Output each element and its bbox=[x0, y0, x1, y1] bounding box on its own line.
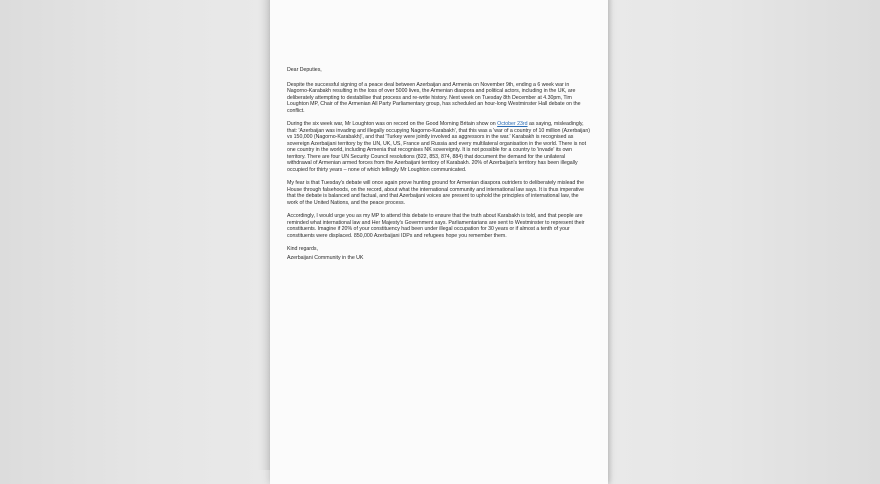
letter-closing: Kind regards, bbox=[287, 246, 318, 253]
letter-signature: Azerbaijani Community in the UK bbox=[287, 254, 364, 261]
letter-body bbox=[287, 67, 591, 261]
letter-salutation: Dear Deputies, bbox=[287, 67, 322, 73]
letter-signoff bbox=[287, 246, 591, 261]
letter-page bbox=[270, 0, 608, 484]
letter-paragraph-1: Despite the successful signing of a peace deal between Azerbaijan and Armenia on November 9th, ending a 6 week war in Nagorno-Karabakh resulting in the loss of over 5000 lives, the Armenian diaspora and political actors, including in the UK, are deliberately attempting to destabilise that process and re-write history. Next week on Tuesday 8th December at 4.30pm, Tim Loughton MP, Chair of the Armenian All Party Parliamentary group, has scheduled an hour-long Westminster Hall debate on the conflict. bbox=[287, 81, 581, 114]
paragraph-2-rest: as saying, misleadingly, that: 'Azerbaijan was invading and illegally occupying Nagorno-Karabakh', that this was a 'war of a country of 10 million (Azerbaijan) vs 150,000 (Nagorno-Karabakh)', and that 'Turkey were jointly involved as aggressors in the war.' Karabakh is recognised as sovereign Azerbaijani territory by the UN, UK, US, France and Russia and every multilateral organisation in the world. There is not one country in the world, including Armenia that recognises NK sovereignty. It is not possible for a country to 'invade' its own territory. There are four UN Security Council resolutions (822, 853, 874, 884) that document the demand for the unilateral withdrawal of Armenian armed forces from the Azerbaijani territory of Karabakh. 20% of Azerbaijan's territory has been illegally occupied for thirty years – none of which tellingly Mr Loughton communicated. bbox=[287, 121, 590, 173]
october-23rd-link[interactable]: October 23rd bbox=[497, 121, 528, 128]
paragraph-2-intro: During the six week war, Mr Loughton was on record on the Good Morning Britain show on bbox=[287, 121, 498, 128]
letter-paragraph-4: Accordingly, I would urge you as my MP to attend this debate to ensure that the truth about Karabakh is told, and that people are reminded what international law and Her Majesty's Government says. Parliamentarians are sent to Westminster to represent their constituents. Imagine if 20% of your constituency had been under illegal occupation for 30 years or if almost a tenth of your constituents were displaced. 850,000 Azerbaijani IDPs and refugees hope you remember them. bbox=[287, 213, 585, 239]
letter-paragraph-2 bbox=[287, 121, 591, 173]
letter-paragraph-3: My fear is that Tuesday's debate will once again prove hunting ground for Armenian diaspora outriders to deliberately mislead the House through falsehoods, on the record, about what the international community and international law says. It is thus imperative that the debate is balanced and factual, and that Azerbaijani voices are present to uphold the principles of international law, the work of the United Nations, and the peace process. bbox=[287, 180, 584, 206]
